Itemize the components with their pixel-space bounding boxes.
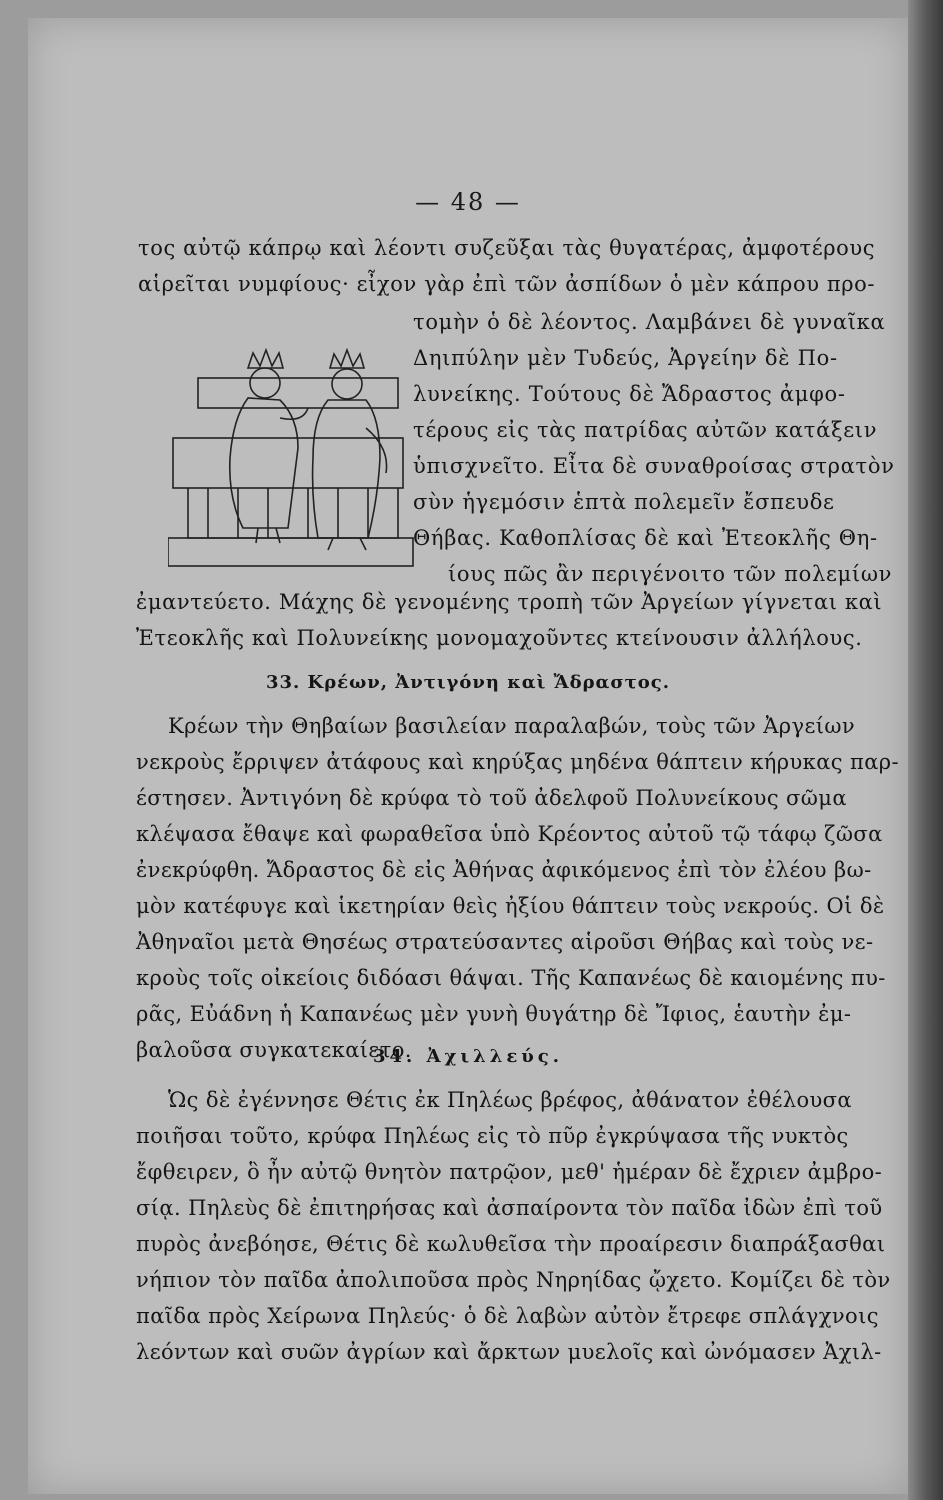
text-line: λυνείκης. Τούτους δὲ Ἄδραστος ἀμφο- (413, 382, 846, 406)
text-line: τομὴν ὁ δὲ λέοντος. Λαμβάνει δὲ γυναῖκα (413, 310, 886, 334)
text-line: νεκροὺς ἔρριψεν ἀτάφους καὶ κηρύξας μηδένα θάπτειν κήρυκας παρ- (136, 750, 900, 774)
text-line: κλέψασα ἔθαψε καὶ φωραθεῖσα ὑπὸ Κρέοντος αὐτοῦ τῷ τάφῳ ζῶσα (136, 822, 883, 846)
text-line: Θήβας. Καθοπλίσας δὲ καὶ Ἐτεοκλῆς Θη- (413, 526, 878, 550)
body-right (313, 400, 380, 538)
text-line: ρᾶς, Εὐάδνη ἡ Καπανέως μὲν γυνὴ θυγάτηρ δὲ Ἴφιος, ἑαυτὴν ἐμ- (136, 1002, 852, 1026)
section-33-title: 33. Κρέων, Ἀντιγόνη καὶ Ἄδραστος. (265, 672, 671, 693)
bench-seat (173, 438, 403, 488)
section-34-title: 34. Ἀχιλλεύς. (373, 1046, 563, 1067)
text-line: ποιῆσαι τοῦτο, κρύφα Πηλέως εἰς τὸ πῦρ ἐγκρύψασα τῆς νυκτὸς (136, 1124, 849, 1148)
text-line: ἐνεκρύφθη. Ἄδραστος δὲ εἰς Ἀθήνας ἀφικόμενος ἐπὶ τὸν ἐλέου βω- (136, 858, 872, 882)
text-line: βαλοῦσα συγκατεκαίετο. (136, 1038, 412, 1062)
text-line: κροὺς τοῖς οἰκείοις διδόασι θάψαι. Τῆς Καπανέως δὲ καιομένης πυ- (136, 966, 886, 990)
text-line: ίους πῶς ἂν περιγένοιτο τῶν πολεμίων (448, 562, 893, 586)
text-line: μὸν κατέφυγε καὶ ἱκετηρίαν θεὶς ἠξίου θάπτειν τοὺς νεκρούς. Οἱ δὲ (136, 894, 885, 918)
text-line: ἐμαντεύετο. Μάχης δὲ γενομένης τροπὴ τῶν Ἀργείων γίγνεται καὶ (136, 590, 883, 614)
text-line: σίᾳ. Πηλεὺς δὲ ἐπιτηρήσας καὶ ἀσπαίροντα τὸν παῖδα ἰδὼν ἐπὶ τοῦ (136, 1196, 883, 1220)
text-line: αἱρεῖται νυμφίους· εἶχον γὰρ ἐπὶ τῶν ἀσπίδων ὁ μὲν κάπρου προ- (138, 272, 876, 296)
text-line: έστησεν. Ἀντιγόνη δὲ κρύφα τὸ τοῦ ἀδελφοῦ Πολυνείκους σῶμα (136, 786, 847, 810)
text-line: Ἐτεοκλῆς καὶ Πολυνείκης μονομαχοῦντες κτείνουσιν ἀλλήλους. (136, 626, 863, 650)
body-left (230, 398, 298, 528)
book-page (28, 18, 908, 1494)
section-34-body (136, 1082, 891, 1370)
illustration-seated-figures (168, 338, 428, 576)
text-line: Κρέων τὴν Θηβαίων βασιλείαν παραλαβών, τοὺς τῶν Ἀργείων (168, 714, 856, 738)
text-line: ὑπισχνεῖτο. Εἶτα δὲ συναθροίσας στρατὸν (413, 454, 895, 478)
text-line: ἔφθειρεν, ὃ ἦν αὐτῷ θνητὸν πατρῷον, μεθ' ἡμέραν δὲ ἔχριεν ἀμβρο- (136, 1160, 883, 1184)
platform (168, 538, 413, 566)
text-line: λεόντων καὶ συῶν ἀγρίων καὶ ἄρκτων μυελοῖς καὶ ὠνόμασεν Ἀχιλ- (136, 1340, 882, 1364)
after-figure-lines (136, 584, 882, 656)
text-line: τέρους εἰς τὰς πατρίδας αὐτῶν κατάξειν (413, 418, 878, 442)
section-33-body (136, 708, 899, 1068)
text-line: Ὡς δὲ ἐγέννησε Θέτις ἐκ Πηλέως βρέφος, ἀθάνατον ἐθέλουσα (168, 1088, 853, 1112)
text-line: σὺν ἡγεμόσιν ἑπτὰ πολεμεῖν ἔσπευδε (413, 490, 835, 514)
crown-icon (330, 350, 364, 368)
text-line: Δηιπύλην μὲν Τυδεύς, Ἀργείην δὲ Πο- (413, 346, 838, 370)
page-number: — 48 — (415, 188, 521, 216)
head-left (250, 368, 280, 398)
text-line: τος αὐτῷ κάπρῳ καὶ λέοντι συζεῦξαι τὰς θυγατέρας, ἀμφοτέρους (138, 236, 876, 260)
head-right (332, 369, 362, 399)
wrap-lines (413, 304, 895, 592)
text-line: Ἀθηναῖοι μετὰ Θησέως στρατεύσαντες αἱροῦσι Θήβας καὶ τοὺς νε- (136, 930, 874, 954)
book-spine (908, 0, 943, 1500)
text-line: παῖδα πρὸς Χείρωνα Πηλεύς· ὁ δὲ λαβὼν αὐτὸν ἔτρεφε σπλάγχνοις (136, 1304, 879, 1328)
text-line: πυρὸς ἀνεβόησε, Θέτις δὲ κωλυθεῖσα τὴν προαίρεσιν διαπράξασθαι (136, 1232, 886, 1256)
bench-base (188, 488, 398, 538)
top-lines (138, 230, 875, 302)
crown-icon (248, 350, 283, 368)
text-line: νήπιον τὸν παῖδα ἀπολιποῦσα πρὸς Νηρηίδας ᾤχετο. Κομίζει δὲ τὸν (136, 1268, 891, 1292)
